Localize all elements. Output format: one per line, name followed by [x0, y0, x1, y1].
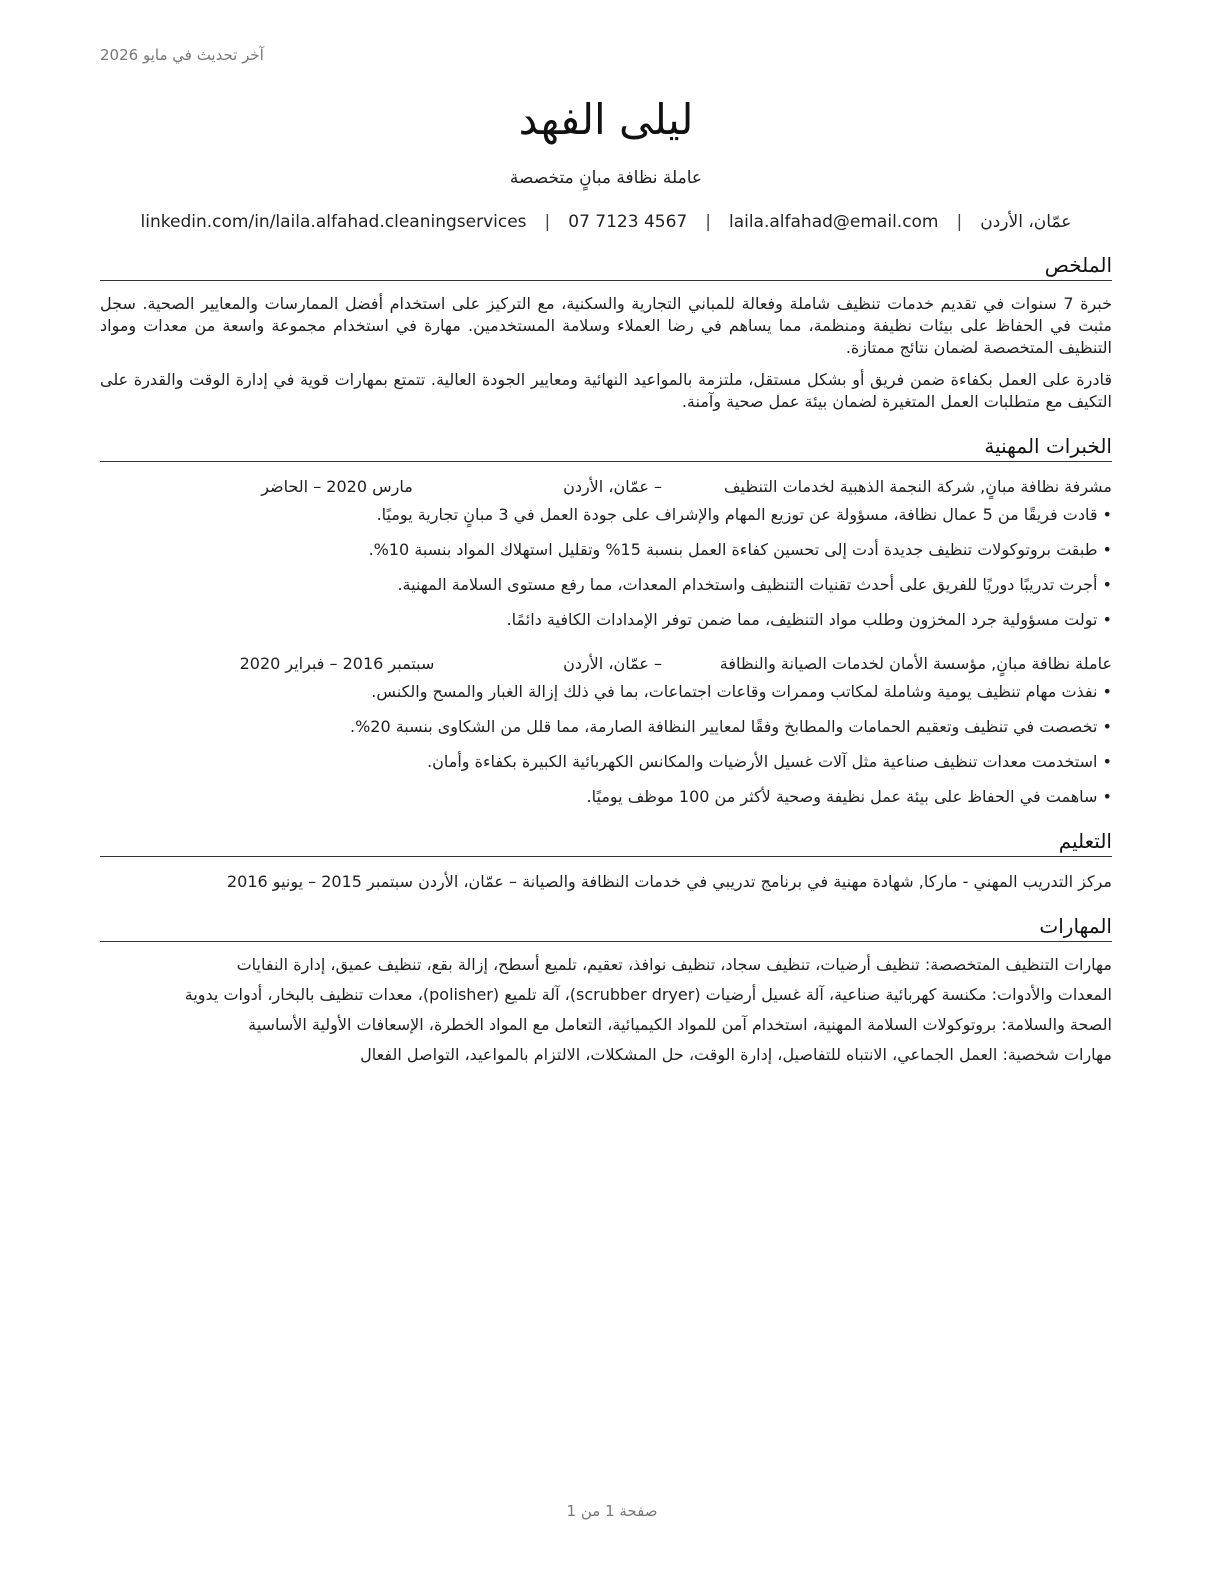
education-entry: مركز التدريب المهني - ماركا, شهادة مهنية في برنامج تدريبي في خدمات النظافة والصيانة – عمّان، الأردن سبتمبر 2015 – يونيو 2016: [227, 872, 1112, 891]
job-entry: [100, 653, 1112, 808]
contact-phone[interactable]: 07 7123 4567: [568, 212, 688, 232]
contact-separator: |: [956, 212, 963, 232]
job-location: – عمّان، الأردن: [563, 654, 662, 673]
job-bullet: • ساهمت في الحفاظ على بيئة عمل نظيفة وصحية لأكثر من 100 موظف يوميًا.: [100, 786, 1112, 808]
job-entry: [100, 476, 1112, 631]
summary-heading: الملخص: [100, 252, 1112, 281]
job-bullet: • تولت مسؤولية جرد المخزون وطلب مواد التنظيف، مما ضمن توفر الإمدادات الكافية دائمًا.: [100, 609, 1112, 631]
contact-line: [100, 212, 1112, 232]
skills-heading: المهارات: [100, 913, 1112, 942]
job-header: [100, 476, 1112, 498]
summary-paragraph: خبرة 7 سنوات في تقديم خدمات تنظيف شاملة وفعالة للمباني التجارية والسكنية، مع التركيز على استخدام أفضل الممارسات والمعايير الصحية. سجل مثبت في الحفاظ على بيئات نظيفة ومنظمة، مما يساهم في رضا العملاء وسلامة المستخدمين. مهارة في استخدام مجموعة واسعة من معدات ومواد التنظيف المتخصصة لضمان نتائج ممتازة.: [100, 294, 1113, 357]
candidate-title: عاملة نظافة مبانٍ متخصصة: [509, 168, 703, 188]
job-bullet: • قادت فريقًا من 5 عمال نظافة، مسؤولة عن توزيع المهام والإشراف على جودة العمل في 3 مبانٍ تجارية يوميًا.: [100, 504, 1112, 526]
job-dates: مارس 2020 – الحاضر: [261, 477, 413, 496]
job-bullet: • تخصصت في تنظيف وتعقيم الحمامات والمطابخ وفقًا لمعايير النظافة الصارمة، مما قلل من الشكاوى بنسبة 20%.: [100, 716, 1112, 738]
job-bullets: [100, 681, 1112, 808]
skill-line: مهارات التنظيف المتخصصة: تنظيف أرضيات، تنظيف سجاد، تنظيف نوافذ، تعقيم، تلميع أسطح، إزالة بقع، تنظيف عميق، إدارة النفايات: [236, 955, 1112, 974]
skill-line: الصحة والسلامة: بروتوكولات السلامة المهنية، استخدام آمن للمواد الكيميائية، التعامل مع المواد الخطرة، الإسعافات الأولية الأساسية: [248, 1015, 1112, 1034]
job-location: – عمّان، الأردن: [563, 477, 662, 496]
job-bullet: • نفذت مهام تنظيف يومية وشاملة لمكاتب وممرات وقاعات اجتماعات، بما في ذلك إزالة الغبار والمسح والكنس.: [100, 681, 1112, 703]
job-bullet: • أجرت تدريبًا دوريًا للفريق على أحدث تقنيات التنظيف واستخدام المعدات، مما رفع مستوى السلامة المهنية.: [100, 574, 1112, 596]
experience-heading: الخبرات المهنية: [100, 433, 1112, 462]
skill-line: مهارات شخصية: العمل الجماعي، الانتباه للتفاصيل، إدارة الوقت، حل المشكلات، الالتزام بالمواعيد، التواصل الفعال: [360, 1045, 1112, 1064]
contact-separator: |: [544, 212, 551, 232]
page-number: صفحة 1 من 1: [566, 1502, 658, 1520]
candidate-name: ليلى الفهد: [518, 95, 694, 144]
job-bullet: • طبقت بروتوكولات تنظيف جديدة أدت إلى تحسين كفاءة العمل بنسبة 15% وتقليل استهلاك المواد بنسبة 10%.: [100, 539, 1112, 561]
resume-page: [100, 90, 1112, 1066]
job-header: [100, 653, 1112, 675]
contact-linkedin[interactable]: linkedin.com/in/laila.alfahad.cleaningservices: [140, 212, 527, 232]
job-role: عاملة نظافة مبانٍ, مؤسسة الأمان لخدمات الصيانة والنظافة: [719, 654, 1112, 673]
skill-line: المعدات والأدوات: مكنسة كهربائية صناعية، آلة غسيل أرضيات (scrubber dryer)، آلة تلميع (polisher)، معدات تنظيف بالبخار، أدوات يدوية: [184, 985, 1112, 1004]
job-bullet: • استخدمت معدات تنظيف صناعية مثل آلات غسيل الأرضيات والمكانس الكهربائية الكبيرة بكفاءة وأمان.: [100, 751, 1112, 773]
contact-location: عمّان، الأردن: [980, 212, 1072, 232]
summary-paragraph: قادرة على العمل بكفاءة ضمن فريق أو بشكل مستقل، ملتزمة بالمواعيد النهائية ومعايير الجودة العالية. تتمتع بمهارات قوية في إدارة الوقت والقدرة على التكيف مع متطلبات العمل المتغيرة لضمان بيئة عمل صحية وآمنة.: [100, 370, 1112, 411]
job-dates: سبتمبر 2016 – فبراير 2020: [239, 654, 435, 673]
last-updated-note: آخر تحديث في مايو 2026: [100, 46, 264, 64]
job-role: مشرفة نظافة مبانٍ, شركة النجمة الذهبية لخدمات التنظيف: [723, 477, 1112, 496]
contact-email[interactable]: laila.alfahad@email.com: [728, 212, 939, 232]
job-bullets: [100, 504, 1112, 631]
contact-separator: |: [705, 212, 711, 232]
education-heading: التعليم: [100, 828, 1112, 857]
